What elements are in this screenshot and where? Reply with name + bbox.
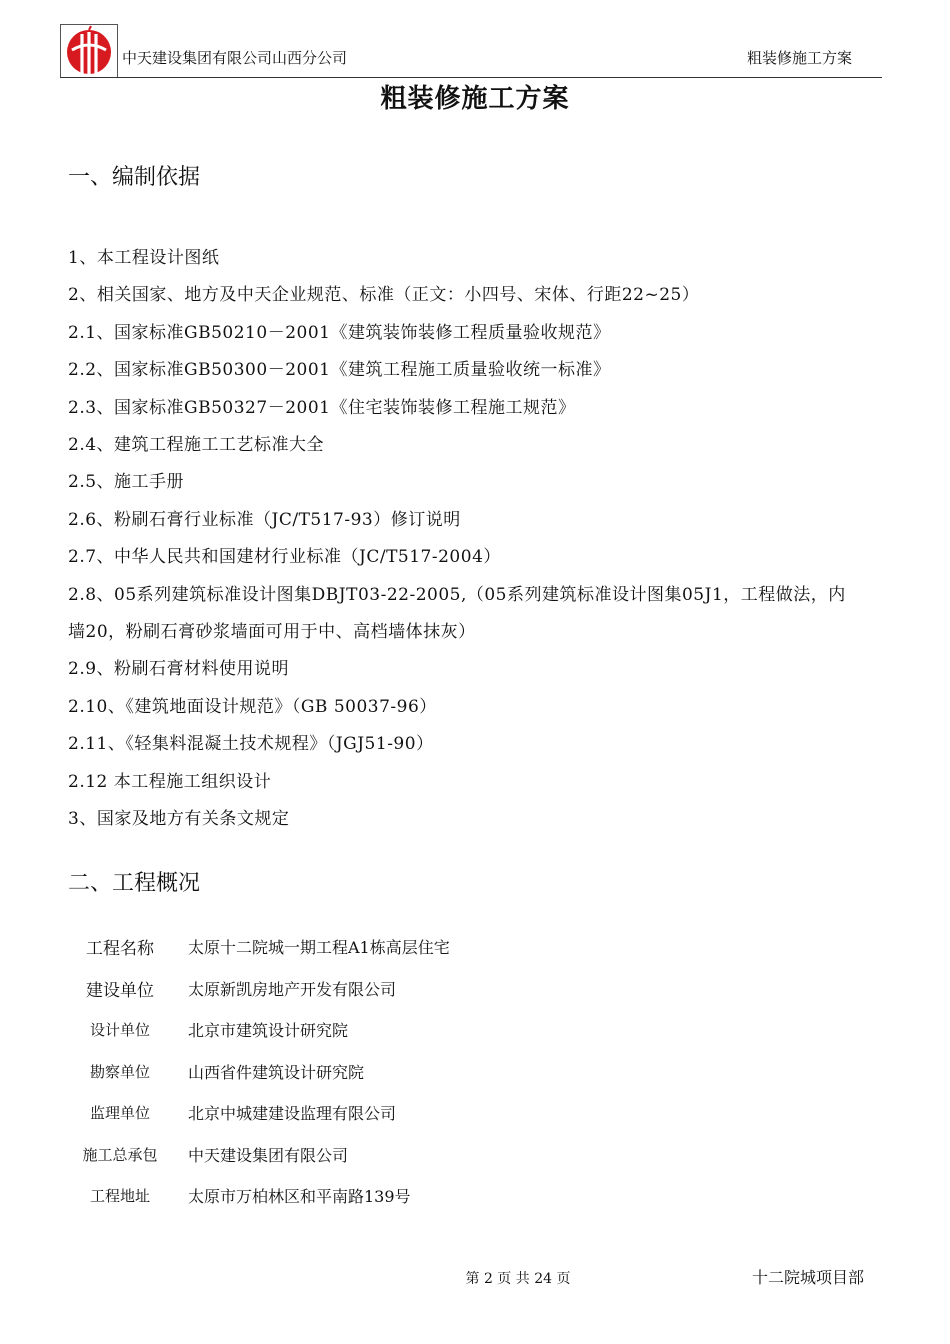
list-item: 2.12 本工程施工组织设计: [68, 771, 272, 792]
list-item: 2.9、粉刷石膏材料使用说明: [68, 659, 290, 680]
row-label: 设计单位: [89, 1021, 150, 1040]
row-label: 工程地址: [89, 1187, 150, 1206]
row-value: 北京中城建建设监理有限公司: [188, 1104, 397, 1124]
table-row: [68, 926, 450, 968]
list-item: 2.3、国家标准GB50327－2001《住宅装饰装修工程施工规范》: [68, 397, 576, 418]
list-item-continuation: 墙20，粉刷石膏砂浆墙面可用于中、高档墙体抹灰）: [68, 622, 476, 643]
table-row: [68, 1009, 450, 1051]
list-item: 2.11、《轻集料混凝土技术规程》（JGJ51-90）: [68, 734, 434, 755]
row-label: 工程名称: [86, 939, 154, 960]
row-value: 中天建设集团有限公司: [188, 1145, 349, 1165]
basis-list: [68, 240, 898, 839]
table-row: [68, 1092, 450, 1134]
table-row: [68, 1175, 450, 1217]
project-overview-table: [68, 926, 450, 1217]
list-item: 2.6、粉刷石膏行业标准（JC/T517-93）修订说明: [68, 509, 461, 530]
row-value: 山西省件建筑设计研究院: [188, 1062, 365, 1082]
list-item: 2.2、国家标准GB50300－2001《建筑工程施工质量验收统一标准》: [68, 360, 611, 381]
table-row: [68, 968, 450, 1010]
row-value: 太原十二院城一期工程A1栋高层住宅: [188, 938, 450, 958]
table-row: [68, 1134, 450, 1176]
list-item: 2、相关国家、地方及中天企业规范、标准（正文：小四号、宋体、行距22~25）: [68, 285, 700, 306]
company-name: 中天建设集团有限公司山西分公司: [122, 49, 348, 67]
row-label: 勘察单位: [89, 1062, 150, 1081]
row-value: 北京市建筑设计研究院: [188, 1021, 349, 1041]
list-item: 1、本工程设计图纸: [68, 248, 220, 268]
list-item: 2.1、国家标准GB50210－2001《建筑装饰装修工程质量验收规范》: [68, 322, 611, 343]
row-value: 太原市万柏林区和平南路139号: [188, 1187, 411, 1207]
list-item: 2.4、建筑工程施工工艺标准大全: [68, 435, 325, 456]
list-item: 2.10、《建筑地面设计规范》（GB 50037-96）: [68, 696, 437, 717]
page-title: 粗装修施工方案: [380, 84, 570, 114]
company-logo-icon: [60, 24, 118, 78]
page-number: 第 2 页 共 24 页: [465, 1271, 571, 1287]
table-row: [68, 1051, 450, 1093]
section-heading-basis: 一、编制依据: [68, 165, 201, 190]
header-document-title: 粗装修施工方案: [746, 49, 852, 67]
row-value: 太原新凯房地产开发有限公司: [188, 979, 397, 999]
row-label: 建设单位: [86, 980, 154, 1001]
list-item: 2.7、中华人民共和国建材行业标准（JC/T517-2004）: [68, 547, 501, 568]
row-label: 监理单位: [89, 1104, 150, 1123]
page-header: [60, 24, 882, 80]
list-item: 2.5、施工手册: [68, 472, 185, 493]
footer-department: 十二院城项目部: [751, 1268, 864, 1287]
section-heading-overview: 二、工程概况: [68, 871, 201, 896]
list-item: 2.8、05系列建筑标准设计图集DBJT03-22-2005,（05系列建筑标准设计图集05J1，工程做法，内: [68, 584, 846, 605]
list-item: 3、国家及地方有关条文规定: [68, 809, 290, 830]
row-label: 施工总承包: [82, 1145, 158, 1164]
